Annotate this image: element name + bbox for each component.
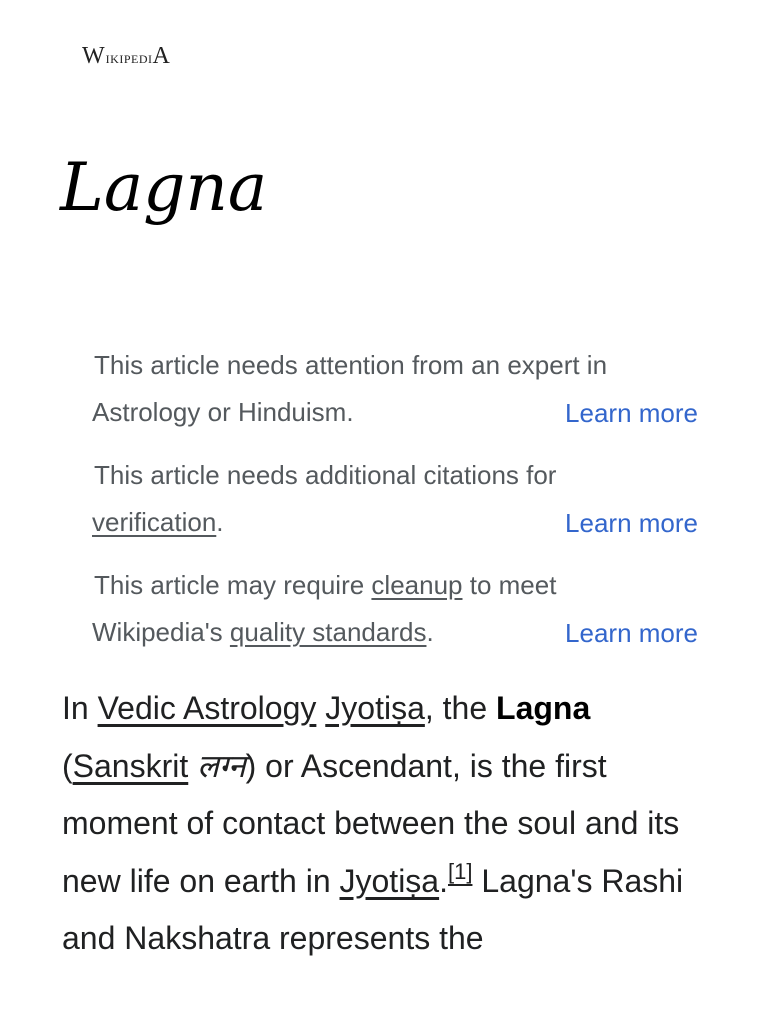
notice-cleanup (92, 562, 700, 672)
devanagari-term: लग्न (197, 747, 246, 784)
learn-more-link-expert[interactable]: Learn more (565, 398, 698, 428)
notice-citations-suffix: . (216, 507, 224, 537)
notice-cleanup-line2-suffix: . (426, 617, 434, 647)
cleanup-link[interactable]: cleanup (371, 570, 463, 600)
verification-link[interactable]: verification (92, 507, 217, 537)
citation-ref (448, 859, 472, 884)
jyotisa-link-2[interactable]: Jyotiṣa (339, 862, 440, 899)
jyotisa-link[interactable]: Jyotiṣa (325, 690, 425, 726)
reference-1-link[interactable]: [1] (447, 858, 473, 884)
notice-cleanup-line2-prefix: Wikipedia's (92, 617, 230, 647)
text-run (316, 690, 325, 726)
article-body (62, 680, 712, 968)
text-run: ( (62, 747, 73, 784)
quality-standards-link[interactable]: quality standards (229, 617, 427, 647)
text-run: ) or Ascendant, is the first moment of contact between the soul and its new life on earth in (62, 747, 680, 899)
wordmark-middle: ikipedi (105, 48, 153, 67)
text-run: In (62, 690, 98, 726)
text-run: Lagna's Rashi and Nakshatra represents the (62, 862, 684, 956)
wordmark-first-letter: W (82, 43, 106, 69)
notice-expert-attention (92, 342, 700, 452)
notice-cleanup-line1 (92, 562, 700, 609)
lead-paragraph (62, 680, 712, 968)
text-run (188, 748, 197, 784)
maintenance-notices (92, 342, 700, 672)
notice-citations (92, 452, 700, 562)
sanskrit-link[interactable]: Sanskrit (72, 747, 189, 784)
notice-expert-line2: Astrology or Hinduism. (92, 397, 354, 427)
wordmark-last-letter: A (152, 43, 171, 69)
notice-cleanup-suffix: to meet (462, 570, 557, 600)
text-run: . (439, 862, 448, 899)
wikipedia-wordmark[interactable] (82, 40, 171, 72)
page-title: Lagna (60, 149, 268, 226)
vedic-astrology-link[interactable]: Vedic Astrology (97, 690, 317, 726)
text-run: , the (424, 690, 497, 726)
notice-cleanup-prefix: This article may require (94, 570, 372, 600)
notice-citations-line1: This article needs additional citations for (94, 460, 557, 490)
learn-more-link-citations[interactable]: Learn more (565, 508, 698, 538)
notice-expert-line1: This article needs attention from an expert in (94, 350, 608, 380)
lagna-bold-term: Lagna (496, 690, 591, 726)
learn-more-link-cleanup[interactable]: Learn more (565, 618, 698, 648)
